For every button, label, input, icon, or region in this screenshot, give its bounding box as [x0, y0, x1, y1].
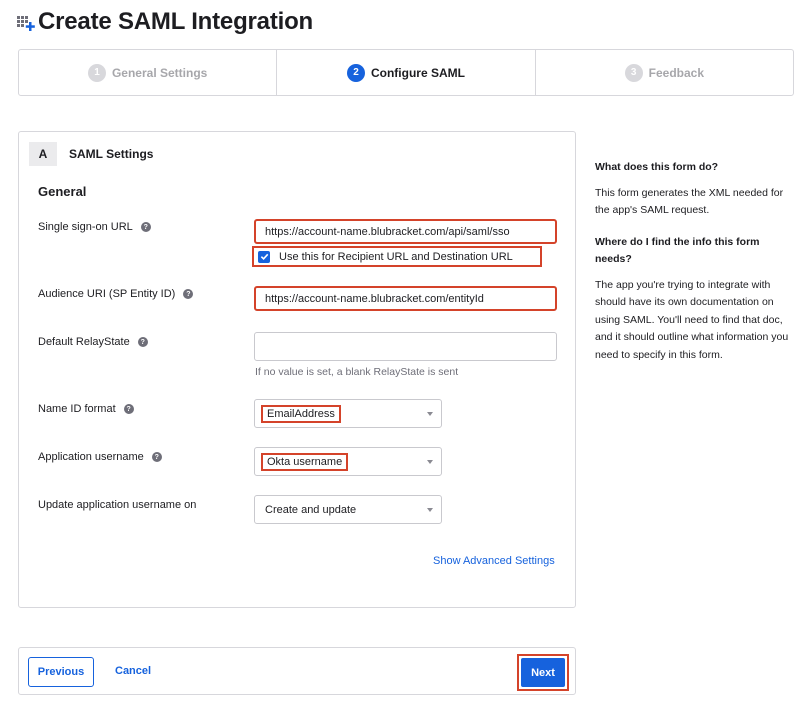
sso-url-label: [38, 221, 151, 233]
cancel-button[interactable]: Cancel: [115, 665, 152, 677]
caret-down-icon: [427, 508, 433, 512]
app-username-select[interactable]: [254, 447, 442, 476]
help-answer-1: This form generates the XML needed for the app's SAML request.: [595, 186, 784, 216]
step-number: 2: [347, 64, 365, 82]
step-configure-saml[interactable]: [277, 50, 535, 95]
group-title: General: [38, 184, 87, 199]
step-general-settings[interactable]: [19, 50, 277, 95]
step-number: 1: [88, 64, 106, 82]
relay-state-input[interactable]: [254, 332, 557, 361]
name-id-format-label-text: Name ID format: [38, 403, 116, 415]
recipient-url-checkbox-row[interactable]: [252, 246, 542, 267]
update-username-label: [38, 499, 196, 511]
relay-state-label: [38, 336, 148, 348]
help-icon[interactable]: ?: [138, 337, 148, 347]
wizard-stepper: [18, 49, 794, 96]
sso-url-input[interactable]: https://account-name.blubracket.com/api/saml/sso: [254, 219, 557, 244]
app-username-label: [38, 451, 162, 463]
update-username-value: Create and update: [265, 503, 357, 516]
audience-uri-input[interactable]: https://account-name.blubracket.com/entityId: [254, 286, 557, 311]
saml-settings-panel: [18, 131, 576, 608]
grid-plus-icon: [16, 12, 36, 32]
form-footer: [18, 647, 576, 695]
help-icon[interactable]: ?: [152, 452, 162, 462]
update-username-select[interactable]: [254, 495, 442, 524]
step-feedback[interactable]: [536, 50, 793, 95]
section-title: SAML Settings: [69, 147, 154, 161]
page-title-text: Create SAML Integration: [38, 8, 313, 35]
help-icon[interactable]: ?: [183, 289, 193, 299]
help-answer-2: The app you're trying to integrate with should have its own documentation on using SAML. You'll need to find that doc, and it should outline what information you need to specify in this form.: [595, 278, 789, 361]
help-icon[interactable]: ?: [141, 222, 151, 232]
help-sidebar: [595, 159, 790, 378]
app-username-value: Okta username: [261, 453, 348, 471]
check-icon[interactable]: [258, 251, 270, 263]
next-button[interactable]: Next: [521, 658, 565, 687]
previous-button[interactable]: Previous: [28, 657, 94, 687]
page-title: [16, 8, 313, 36]
section-letter: A: [29, 142, 57, 166]
sso-url-label-text: Single sign-on URL: [38, 221, 133, 233]
caret-down-icon: [427, 460, 433, 464]
help-question-1: What does this form do?: [595, 161, 719, 173]
name-id-format-select[interactable]: [254, 399, 442, 428]
step-label: Feedback: [648, 65, 704, 80]
step-label: General Settings: [111, 65, 208, 80]
relay-state-label-text: Default RelayState: [38, 336, 130, 348]
recipient-url-checkbox-label: Use this for Recipient URL and Destination URL: [279, 250, 513, 263]
name-id-format-label: [38, 403, 134, 415]
audience-uri-label: [38, 288, 193, 300]
relay-state-hint: If no value is set, a blank RelayState is sent: [255, 366, 459, 378]
step-label: Configure SAML: [370, 65, 465, 80]
help-question-2: Where do I find the info this form needs?: [595, 235, 760, 265]
app-username-label-text: Application username: [38, 451, 144, 463]
caret-down-icon: [427, 412, 433, 416]
update-username-label-text: Update application username on: [38, 499, 197, 511]
step-number: 3: [625, 64, 643, 82]
help-icon[interactable]: ?: [124, 404, 134, 414]
section-header: [29, 142, 153, 166]
name-id-format-value: EmailAddress: [261, 405, 341, 423]
audience-uri-label-text: Audience URI (SP Entity ID): [38, 288, 176, 300]
next-button-highlight: [517, 654, 569, 691]
show-advanced-settings-link[interactable]: Show Advanced Settings: [433, 555, 555, 567]
